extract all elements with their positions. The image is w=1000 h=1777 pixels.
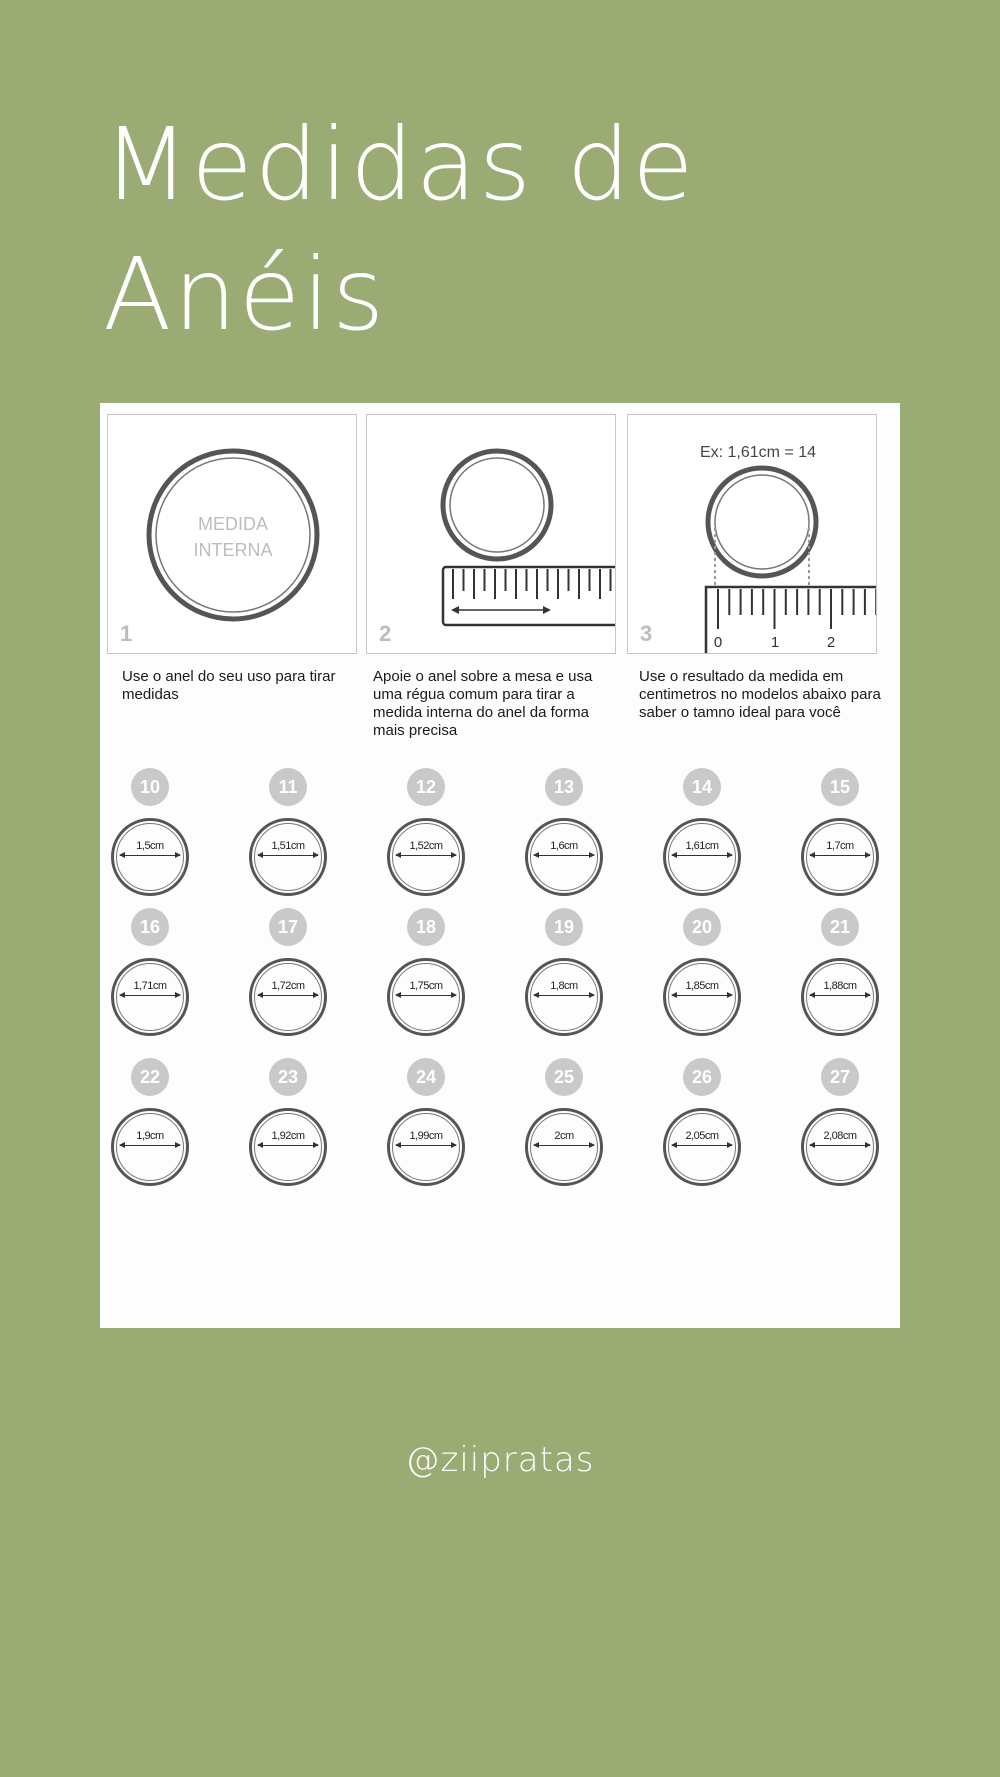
- diameter-label: 1,92cm: [271, 1130, 305, 1142]
- ring-circle-icon: [801, 1108, 879, 1186]
- diameter-arrow: [258, 995, 318, 996]
- diameter-arrow: [120, 855, 180, 856]
- ring-size-item: [790, 1058, 890, 1188]
- ring-circle-icon: [663, 818, 741, 896]
- svg-text:1: 1: [770, 634, 780, 651]
- ring-circle-icon: [801, 958, 879, 1036]
- ring-size-item: [376, 908, 476, 1038]
- diameter-arrow: [810, 995, 870, 996]
- size-number-badge: 13: [545, 768, 583, 806]
- diameter-arrow: [672, 855, 732, 856]
- ring-circle-icon: [663, 1108, 741, 1186]
- diameter-label: 1,5cm: [136, 840, 164, 852]
- diameter-arrow: [534, 1145, 594, 1146]
- size-number-badge: 20: [683, 908, 721, 946]
- ring-circle-icon: [249, 1108, 327, 1186]
- diameter-label: 1,99cm: [409, 1130, 443, 1142]
- ring-size-item: [238, 768, 338, 898]
- size-number-badge: 22: [131, 1058, 169, 1096]
- diameter-label: 1,51cm: [271, 840, 305, 852]
- diameter-arrow: [258, 1145, 318, 1146]
- diameter-arrow: [396, 1145, 456, 1146]
- size-number-badge: 10: [131, 768, 169, 806]
- diameter-label: 1,71cm: [133, 980, 167, 992]
- diameter-arrow: [396, 855, 456, 856]
- ring-size-item: [790, 908, 890, 1038]
- size-number-badge: 14: [683, 768, 721, 806]
- ring-circle-icon: [249, 958, 327, 1036]
- size-number-badge: 15: [821, 768, 859, 806]
- ring-size-item: [238, 908, 338, 1038]
- diameter-label: 1,75cm: [409, 980, 443, 992]
- diameter-label: 1,7cm: [826, 840, 854, 852]
- diameter-label: 1,6cm: [550, 840, 578, 852]
- ring-measure-example-icon: [628, 415, 877, 654]
- page-title: Medidas de Anéis: [103, 106, 696, 353]
- diameter-label: 1,85cm: [685, 980, 719, 992]
- step-number: 1: [120, 621, 133, 646]
- ring-size-guide-card: [100, 403, 900, 1328]
- ring-size-item: [100, 908, 200, 1038]
- step-number: 3: [640, 621, 653, 646]
- diameter-label: 1,9cm: [136, 1130, 164, 1142]
- ring-size-item: [652, 768, 752, 898]
- diameter-arrow: [672, 1145, 732, 1146]
- diameter-label: 2,08cm: [823, 1130, 857, 1142]
- diameter-label: 1,88cm: [823, 980, 857, 992]
- diameter-arrow: [120, 995, 180, 996]
- instagram-handle: @ziipratas: [405, 1440, 595, 1480]
- size-number-badge: 23: [269, 1058, 307, 1096]
- ring-circle-icon: [249, 818, 327, 896]
- ring-icon: [108, 415, 357, 654]
- step-3-text: Use o resultado da medida em centimetros no modelos abaixo para saber o tamno ideal para você: [639, 668, 881, 721]
- interna-label: INTERNA: [193, 540, 273, 560]
- ring-size-item: [652, 908, 752, 1038]
- step-2-text: Apoie o anel sobre a mesa e usa uma régua comum para tirar a medida interna do anel da forma mais precisa: [373, 668, 593, 739]
- ring-circle-icon: [111, 958, 189, 1036]
- ring-circle-icon: [525, 958, 603, 1036]
- step-number: 2: [379, 621, 392, 646]
- step-1-illustration: [107, 414, 357, 654]
- ring-size-item: [238, 1058, 338, 1188]
- ring-circle-icon: [111, 1108, 189, 1186]
- size-number-badge: 24: [407, 1058, 445, 1096]
- diameter-arrow: [396, 995, 456, 996]
- size-number-badge: 26: [683, 1058, 721, 1096]
- ring-circle-icon: [387, 1108, 465, 1186]
- size-number-badge: 12: [407, 768, 445, 806]
- diameter-arrow: [120, 1145, 180, 1146]
- size-number-badge: 16: [131, 908, 169, 946]
- ring-circle-icon: [525, 1108, 603, 1186]
- diameter-arrow: [534, 855, 594, 856]
- size-number-badge: 21: [821, 908, 859, 946]
- ring-on-ruler-icon: [367, 415, 616, 654]
- svg-text:0: 0: [713, 634, 723, 651]
- diameter-arrow: [810, 855, 870, 856]
- diameter-label: 1,72cm: [271, 980, 305, 992]
- ring-circle-icon: [387, 818, 465, 896]
- diameter-arrow: [810, 1145, 870, 1146]
- ring-size-item: [376, 1058, 476, 1188]
- ring-size-item: [100, 1058, 200, 1188]
- ring-size-item: [514, 908, 614, 1038]
- ring-circle-icon: [387, 958, 465, 1036]
- size-number-badge: 18: [407, 908, 445, 946]
- size-number-badge: 11: [269, 768, 307, 806]
- step-1-text: Use o anel do seu uso para tirar medidas: [122, 668, 336, 703]
- ring-size-item: [514, 768, 614, 898]
- ring-size-item: [376, 768, 476, 898]
- ring-size-item: [652, 1058, 752, 1188]
- step-2-illustration: [366, 414, 616, 654]
- step-3-illustration: [627, 414, 877, 654]
- ring-circle-icon: [525, 818, 603, 896]
- size-number-badge: 17: [269, 908, 307, 946]
- ring-size-item: [790, 768, 890, 898]
- ring-circle-icon: [111, 818, 189, 896]
- size-number-badge: 25: [545, 1058, 583, 1096]
- ring-size-item: [100, 768, 200, 898]
- diameter-arrow: [672, 995, 732, 996]
- size-number-badge: 19: [545, 908, 583, 946]
- svg-text:2: 2: [826, 634, 836, 651]
- ring-circle-icon: [801, 818, 879, 896]
- example-text: Ex: 1,61cm = 14: [699, 444, 817, 461]
- size-number-badge: 27: [821, 1058, 859, 1096]
- diameter-label: 1,61cm: [685, 840, 719, 852]
- diameter-arrow: [258, 855, 318, 856]
- ring-size-item: [514, 1058, 614, 1188]
- medida-label: MEDIDA: [197, 514, 269, 534]
- diameter-label: 1,8cm: [550, 980, 578, 992]
- diameter-label: 2,05cm: [685, 1130, 719, 1142]
- diameter-label: 1,52cm: [409, 840, 443, 852]
- diameter-label: 2cm: [554, 1130, 574, 1142]
- diameter-arrow: [534, 995, 594, 996]
- ring-circle-icon: [663, 958, 741, 1036]
